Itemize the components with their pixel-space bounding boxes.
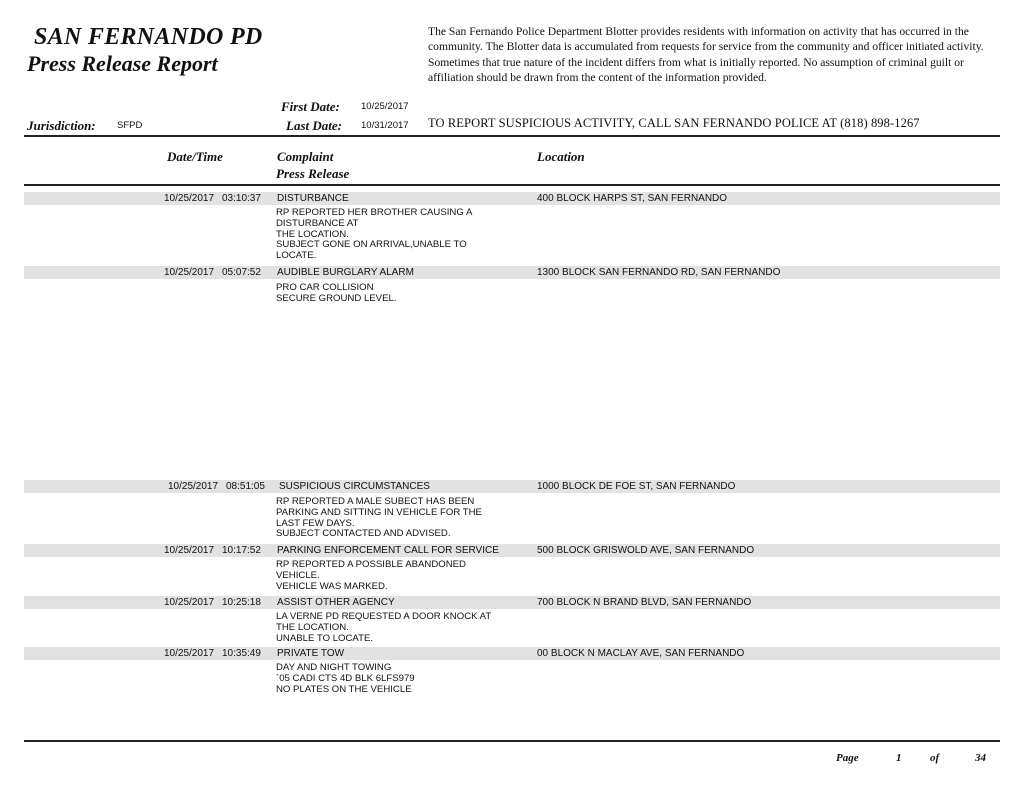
entry-time: 08:51:05 xyxy=(226,481,265,492)
page-number: 1 xyxy=(896,752,902,764)
first-date-value: 10/25/2017 xyxy=(361,101,409,112)
report-title: Press Release Report xyxy=(27,51,218,76)
entry-press-release: RP REPORTED A POSSIBLE ABANDONED VEHICLE. VEHICLE WAS MARKED. xyxy=(276,559,466,592)
first-date-label: First Date: xyxy=(281,99,340,114)
report-notice: TO REPORT SUSPICIOUS ACTIVITY, CALL SAN FERNANDO POLICE AT (818) 898-1267 xyxy=(428,116,920,130)
entry-date: 10/25/2017 xyxy=(164,597,215,608)
entry-location: 500 BLOCK GRISWOLD AVE, SAN FERNANDO xyxy=(537,545,755,556)
jurisdiction-label: Jurisdiction: xyxy=(27,118,96,133)
page-label: Page xyxy=(836,752,859,764)
last-date-value: 10/31/2017 xyxy=(361,120,409,131)
entry-date: 10/25/2017 xyxy=(164,648,215,659)
disclaimer-text: The San Fernando Police Department Blotter provides residents with information on activity that has occurred in the community. The Blotter data is accumulated from requests for service from the community and officer initiated activity. Sometimes that true nature of the incident differs from what is initially reported. No assumption of criminal guilt or affiliation should be drawn from the content of the information provided. xyxy=(428,25,984,85)
header-rule xyxy=(24,135,1000,137)
entry-complaint: AUDIBLE BURGLARY ALARM xyxy=(277,267,414,278)
entry-location: 400 BLOCK HARPS ST, SAN FERNANDO xyxy=(537,193,728,204)
last-date-label: Last Date: xyxy=(286,118,342,133)
entry-time: 03:10:37 xyxy=(222,193,261,204)
column-location: Location xyxy=(537,149,585,164)
agency-title: SAN FERNANDO PD xyxy=(34,24,263,50)
entry-complaint: PARKING ENFORCEMENT CALL FOR SERVICE xyxy=(277,545,499,556)
column-press-release: Press Release xyxy=(276,166,350,181)
entry-time: 10:25:18 xyxy=(222,597,261,608)
entry-press-release: RP REPORTED A MALE SUBECT HAS BEEN PARKING AND SITTING IN VEHICLE FOR THE LAST FEW DAYS. SUBJECT CONTACTED AND ADVISED. xyxy=(276,496,482,540)
entry-press-release: DAY AND NIGHT TOWING `05 CADI CTS 4D BLK 6LFS979 NO PLATES ON THE VEHICLE xyxy=(276,662,415,695)
of-label: of xyxy=(930,752,940,764)
entry-date: 10/25/2017 xyxy=(164,193,215,204)
entry-date: 10/25/2017 xyxy=(164,545,215,556)
jurisdiction-value: SFPD xyxy=(117,120,143,131)
entry-complaint: PRIVATE TOW xyxy=(277,648,345,659)
columns-rule xyxy=(24,184,1000,186)
entry-location: 00 BLOCK N MACLAY AVE, SAN FERNANDO xyxy=(537,648,745,659)
total-pages: 34 xyxy=(975,752,986,764)
entry-location: 1000 BLOCK DE FOE ST, SAN FERNANDO xyxy=(537,481,736,492)
column-datetime: Date/Time xyxy=(167,149,223,164)
entry-date: 10/25/2017 xyxy=(164,267,215,278)
entry-press-release: LA VERNE PD REQUESTED A DOOR KNOCK AT THE LOCATION. UNABLE TO LOCATE. xyxy=(276,611,492,644)
footer-rule xyxy=(24,740,1000,742)
column-complaint: Complaint xyxy=(277,149,334,164)
entry-press-release: RP REPORTED HER BROTHER CAUSING A DISTURBANCE AT THE LOCATION. SUBJECT GONE ON ARRIVAL,UNABLE TO LOCATE. xyxy=(276,207,473,262)
entry-time: 10:35:49 xyxy=(222,648,261,659)
entry-press-release: PRO CAR COLLISION SECURE GROUND LEVEL. xyxy=(276,282,397,304)
entry-date: 10/25/2017 xyxy=(168,481,219,492)
entry-location: 700 BLOCK N BRAND BLVD, SAN FERNANDO xyxy=(537,597,752,608)
entry-complaint: ASSIST OTHER AGENCY xyxy=(277,597,395,608)
entry-location: 1300 BLOCK SAN FERNANDO RD, SAN FERNANDO xyxy=(537,267,781,278)
entry-complaint: DISTURBANCE xyxy=(277,193,349,204)
entry-time: 05:07:52 xyxy=(222,267,261,278)
entry-complaint: SUSPICIOUS CIRCUMSTANCES xyxy=(279,481,430,492)
entry-time: 10:17:52 xyxy=(222,545,261,556)
